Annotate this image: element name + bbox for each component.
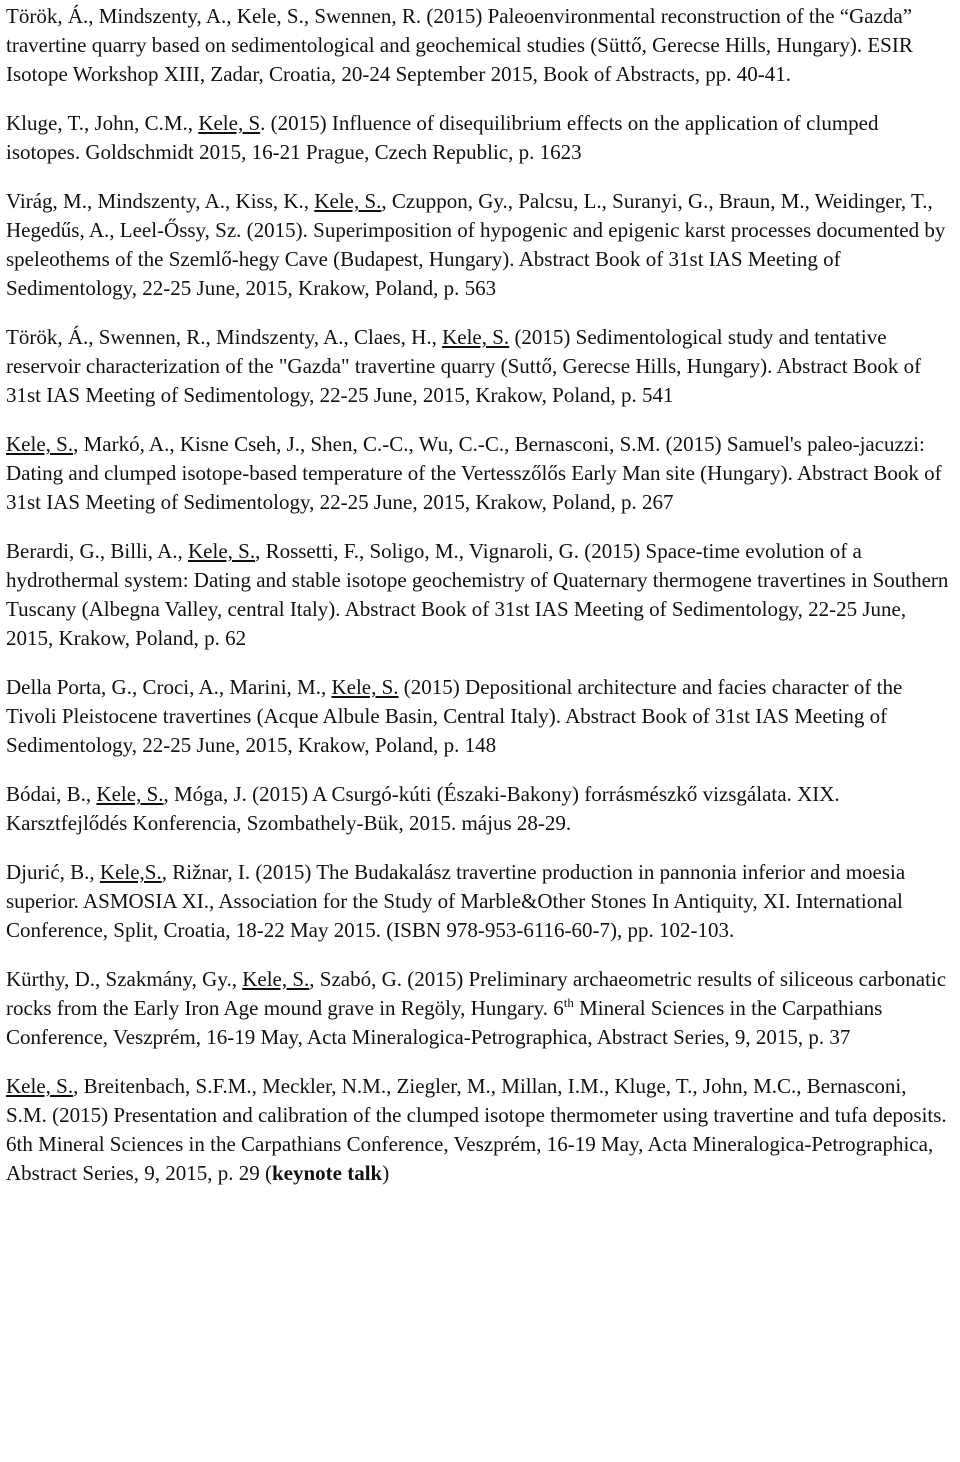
reference-text-start: Török, Á., Mindszenty, A., Kele, S., Swennen, R. (2015) Paleoenvironmental reconstruction of the “Gazda” travertine quarry based on sedimentological and geochemical studies (Süttő, Gerecse Hills, Hungary). ESIR Isotope Workshop XIII, Zadar, Croatia, 20-24 September 2015, Book of Abstracts, pp. 40-41. bbox=[6, 4, 913, 86]
reference-entry bbox=[6, 965, 950, 1052]
reference-authors-start: Kürthy, D., Szakmány, Gy., bbox=[6, 967, 243, 991]
reference-text-rest-2: ) bbox=[382, 1161, 390, 1185]
reference-text-rest: , Breitenbach, S.F.M., Meckler, N.M., Ziegler, M., Millan, I.M., Kluge, T., John, M.C., Bernasconi, S.M. (2015) Presentation and calibration of the clumped isotope thermometer using travertine and tufa deposits. 6th Mineral Sciences in the Carpathians Conference, Veszprém, 16-19 May, Acta Mineralogica-Petrographica, Abstract Series, 9, 2015, p. 29 ( bbox=[6, 1074, 947, 1185]
reference-entry bbox=[6, 780, 950, 838]
reference-text bbox=[6, 965, 950, 1052]
reference-text-rest: , Móga, J. (2015) A Csurgó-kúti (Északi-Bakony) forrásmészkő vizsgálata. XIX. Karsztfejlődés Konferencia, Szombathely-Bük, 2015. május 28-29. bbox=[6, 782, 840, 835]
reference-text bbox=[6, 2, 950, 89]
reference-text bbox=[6, 858, 950, 945]
keynote-label: keynote talk bbox=[271, 1161, 383, 1185]
reference-entry bbox=[6, 2, 950, 89]
reference-authors-start: Virág, M., Mindszenty, A., Kiss, K., bbox=[6, 189, 315, 213]
reference-text bbox=[6, 780, 950, 838]
reference-text bbox=[6, 430, 950, 517]
ordinal-superscript: th bbox=[563, 995, 574, 1010]
reference-text-rest: , Markó, A., Kisne Cseh, J., Shen, C.-C., Wu, C.-C., Bernasconi, S.M. (2015) Samuel's paleo-jacuzzi: Dating and clumped isotope-based temperature of the Vertesszőlős Early Man site (Hungary). Abstract Book of 31st IAS Meeting of Sedimentology, 22-25 June, 2015, Krakow, Poland, p. 267 bbox=[6, 432, 942, 514]
reference-text-rest: , Rižnar, I. (2015) The Budakalász travertine production in pannonia inferior and moesia superior. ASMOSIA XI., Association for the Study of Marble&Other Stones In Antiquity, XI. International Conference, Split, Croatia, 18-22 May 2015. (ISBN 978-953-6116-60-7), pp. 102-103. bbox=[6, 860, 906, 942]
underlined-author: Kele, S. bbox=[442, 325, 510, 349]
reference-text-rest: (2015) Depositional architecture and facies character of the Tivoli Pleistocene travertines (Acque Albule Basin, Central Italy). Abstract Book of 31st IAS Meeting of Sedimentology, 22-25 June, 2015, Krakow, Poland, p. 148 bbox=[6, 675, 903, 757]
underlined-author: Kele, S. bbox=[331, 675, 399, 699]
reference-entry bbox=[6, 858, 950, 945]
underlined-author: Kele, S. bbox=[188, 539, 256, 563]
reference-authors-start: Della Porta, G., Croci, A., Marini, M., bbox=[6, 675, 332, 699]
reference-entry bbox=[6, 187, 950, 303]
reference-authors-start: Djurić, B., bbox=[6, 860, 100, 884]
reference-text bbox=[6, 323, 950, 410]
underlined-author: Kele, S. bbox=[6, 432, 74, 456]
reference-text-rest: , Czuppon, Gy., Palcsu, L., Suranyi, G., Braun, M., Weidinger, T., Hegedűs, A., Leel-Őssy, Sz. (2015). Superimposition of hypogenic and epigenic karst processes documented by speleothems of the Szemlő-hegy Cave (Budapest, Hungary). Abstract Book of 31st IAS Meeting of Sedimentology, 22-25 June, 2015, Krakow, Poland, p. 563 bbox=[6, 189, 946, 300]
underlined-author: Kele,S. bbox=[99, 860, 162, 884]
reference-text bbox=[6, 1072, 950, 1188]
underlined-author: Kele, S bbox=[198, 111, 261, 135]
reference-entry bbox=[6, 109, 950, 167]
reference-entry bbox=[6, 537, 950, 653]
reference-text-rest: , Szabó, G. (2015) Preliminary archaeometric results of siliceous carbonatic rocks from the Early Iron Age mound grave in Regöly, Hungary. 6 bbox=[6, 967, 947, 1020]
reference-text bbox=[6, 537, 950, 653]
reference-authors-start: Berardi, G., Billi, A., bbox=[6, 539, 188, 563]
underlined-author: Kele, S. bbox=[96, 782, 164, 806]
underlined-author: Kele, S. bbox=[314, 189, 382, 213]
reference-entry bbox=[6, 323, 950, 410]
underlined-author: Kele, S. bbox=[6, 1074, 74, 1098]
reference-authors-start: Kluge, T., John, C.M., bbox=[6, 111, 199, 135]
reference-entry bbox=[6, 673, 950, 760]
reference-text bbox=[6, 673, 950, 760]
reference-text-rest: . (2015) Influence of disequilibrium effects on the application of clumped isotopes. Goldschmidt 2015, 16-21 Prague, Czech Republic, p. 1623 bbox=[6, 111, 879, 164]
reference-text-rest: , Rossetti, F., Soligo, M., Vignaroli, G. (2015) Space-time evolution of a hydrothermal system: Dating and stable isotope geochemistry of Quaternary thermogene travertines in Southern Tuscany (Albegna Valley, central Italy). Abstract Book of 31st IAS Meeting of Sedimentology, 22-25 June, 2015, Krakow, Poland, p. 62 bbox=[6, 539, 949, 650]
underlined-author: Kele, S. bbox=[242, 967, 310, 991]
reference-text bbox=[6, 109, 950, 167]
reference-text-rest: (2015) Sedimentological study and tentative reservoir characterization of the "Gazda" travertine quarry (Suttő, Gerecse Hills, Hungary). Abstract Book of 31st IAS Meeting of Sedimentology, 22-25 June, 2015, Krakow, Poland, p. 541 bbox=[6, 325, 922, 407]
reference-entry bbox=[6, 1072, 950, 1188]
reference-entry bbox=[6, 430, 950, 517]
reference-text-rest-2: Mineral Sciences in the Carpathians Conference, Veszprém, 16-19 May, Acta Mineralogica-Petrographica, Abstract Series, 9, 2015, p. 37 bbox=[6, 996, 883, 1049]
reference-authors-start: Török, Á., Swennen, R., Mindszenty, A., Claes, H., bbox=[6, 325, 443, 349]
reference-authors-start: Bódai, B., bbox=[6, 782, 97, 806]
reference-text bbox=[6, 187, 950, 303]
